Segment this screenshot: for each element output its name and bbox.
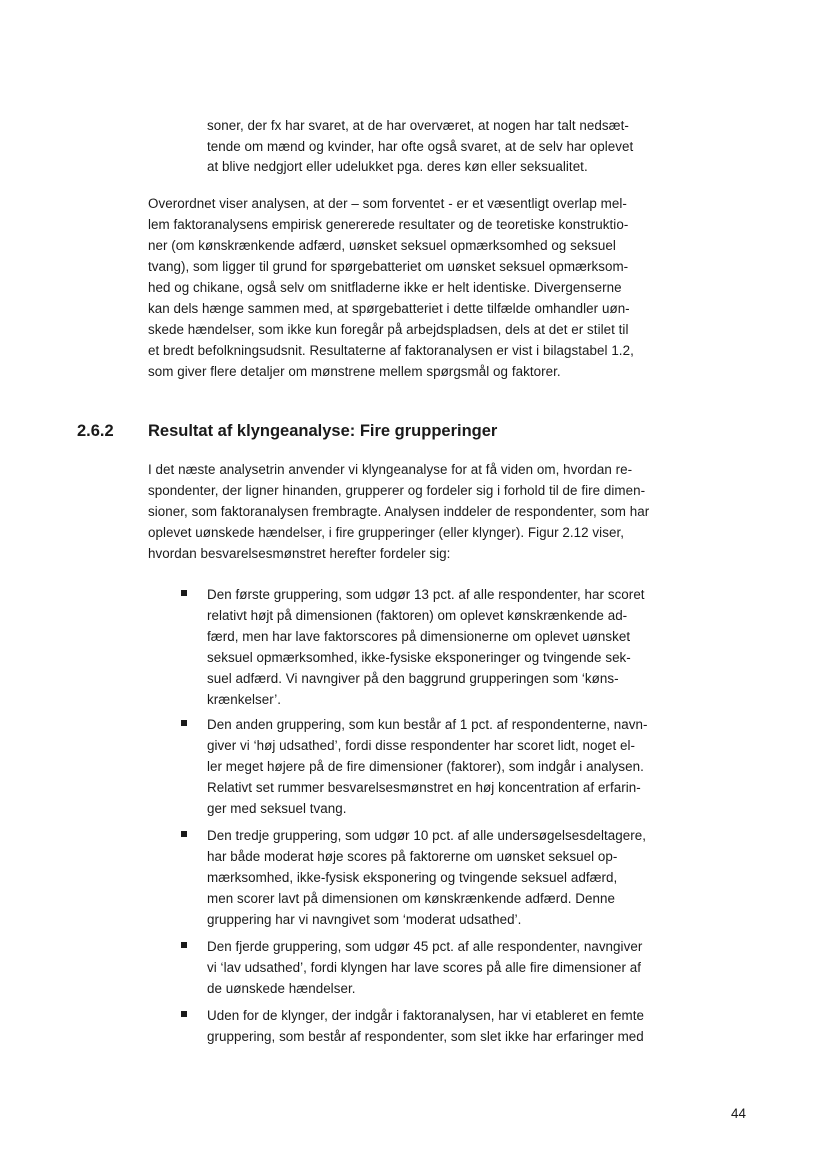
bullet-marker [181, 1011, 187, 1017]
paragraph-line: et bredt befolkningsudsnit. Resultaterne af faktoranalysen er vist i bilagstabel 1.2, [148, 343, 634, 358]
list-item-line: men scorer lavt på dimensionen om kønskrænkende adfærd. Denne [207, 891, 615, 906]
list-item-line: krænkelser’. [207, 692, 282, 707]
list-item-line: Den tredje gruppering, som udgør 10 pct. af alle undersøgelsesdeltagere, [207, 828, 647, 843]
paragraph-line: lem faktoranalysens empirisk genererede resultater og de teoretiske konstruktio- [148, 217, 629, 232]
list-item-line: gruppering har vi navngivet som ‘moderat udsathed’. [207, 912, 522, 927]
list-item-line: ler meget højere på de fire dimensioner (faktorer), som indgår i analysen. [207, 759, 644, 774]
list-item-line: Den første gruppering, som udgør 13 pct. af alle respondenter, har scoret [207, 587, 645, 602]
paragraph-line: kan dels hænge sammen med, at spørgebatteriet i dette tilfælde omhandler uøn- [148, 301, 630, 316]
list-item-line: relativt højt på dimensionen (faktoren) om oplevet kønskrænkende ad- [207, 608, 628, 623]
list-item-line: giver vi ‘høj udsathed’, fordi disse respondenter har scoret lidt, noget el- [207, 738, 636, 753]
bullet-marker [181, 831, 187, 837]
quote-line: soner, der fx har svaret, at de har overværet, at nogen har talt nedsæt- [207, 118, 629, 133]
list-item-line: Relativt set rummer besvarelsesmønstret en høj koncentration af erfarin- [207, 780, 641, 795]
section-title: Resultat af klyngeanalyse: Fire grupperinger [148, 422, 498, 440]
paragraph-line: som giver flere detaljer om mønstrene mellem spørgsmål og faktorer. [148, 364, 561, 379]
quote-line: tende om mænd og kvinder, har ofte også svaret, at de selv har oplevet [207, 139, 634, 154]
section-number: 2.6.2 [77, 422, 114, 440]
paragraph-line: spondenter, der ligner hinanden, grupperer og fordeler sig i forhold til de fire dimen- [148, 483, 646, 498]
page-number: 44 [731, 1106, 746, 1121]
list-item-line: gruppering, som består af respondenter, som slet ikke har erfaringer med [207, 1029, 644, 1044]
bullet-marker [181, 942, 187, 948]
list-item-line: Den anden gruppering, som kun består af 1 pct. af respondenterne, navn- [207, 717, 648, 732]
bullet-marker [181, 720, 187, 726]
list-item-line: suel adfærd. Vi navngiver på den baggrund grupperingen som ‘køns- [207, 671, 619, 686]
paragraph-line: skede hændelser, som ikke kun foregår på arbejdspladsen, dels at det er stilet til [148, 322, 629, 337]
list-item-line: færd, men har lave faktorscores på dimensionerne om oplevet uønsket [207, 629, 631, 644]
list-item-line: seksuel opmærksomhed, ikke-fysiske eksponeringer og tvingende sek- [207, 650, 631, 665]
paragraph-line: sioner, som faktoranalysen frembragte. Analysen inddeler de respondenter, som har [148, 504, 650, 519]
paragraph-line: Overordnet viser analysen, at der – som forventet - er et væsentligt overlap mel- [148, 196, 627, 211]
list-item-line: Den fjerde gruppering, som udgør 45 pct. af alle respondenter, navngiver [207, 939, 643, 954]
paragraph-line: oplevet uønskede hændelser, i fire grupperinger (eller klynger). Figur 2.12 viser, [148, 525, 624, 540]
list-item-line: ger med seksuel tvang. [207, 801, 347, 816]
paragraph-line: hvordan besvarelsesmønstret herefter fordeler sig: [148, 546, 451, 561]
paragraph-line: tvang), som ligger til grund for spørgebatteriet om uønsket seksuel opmærksom- [148, 259, 629, 274]
list-item-line: mærksomhed, ikke-fysisk eksponering og tvingende seksuel adfærd, [207, 870, 618, 885]
quote-line: at blive nedgjort eller udelukket pga. deres køn eller seksualitet. [207, 159, 588, 174]
bullet-marker [181, 590, 187, 596]
list-item-line: Uden for de klynger, der indgår i faktoranalysen, har vi etableret en femte [207, 1008, 644, 1023]
paragraph-line: I det næste analysetrin anvender vi klyngeanalyse for at få viden om, hvordan re- [148, 462, 633, 477]
paragraph-line: hed og chikane, også selv om snitfladerne ikke er helt identiske. Divergenserne [148, 280, 622, 295]
list-item-line: vi ‘lav udsathed’, fordi klyngen har lave scores på alle fire dimensioner af [207, 960, 642, 975]
paragraph-line: ner (om kønskrænkende adfærd, uønsket seksuel opmærksomhed og seksuel [148, 238, 616, 253]
list-item-line: de uønskede hændelser. [207, 981, 356, 996]
list-item-line: har både moderat høje scores på faktorerne om uønsket seksuel op- [207, 849, 618, 864]
